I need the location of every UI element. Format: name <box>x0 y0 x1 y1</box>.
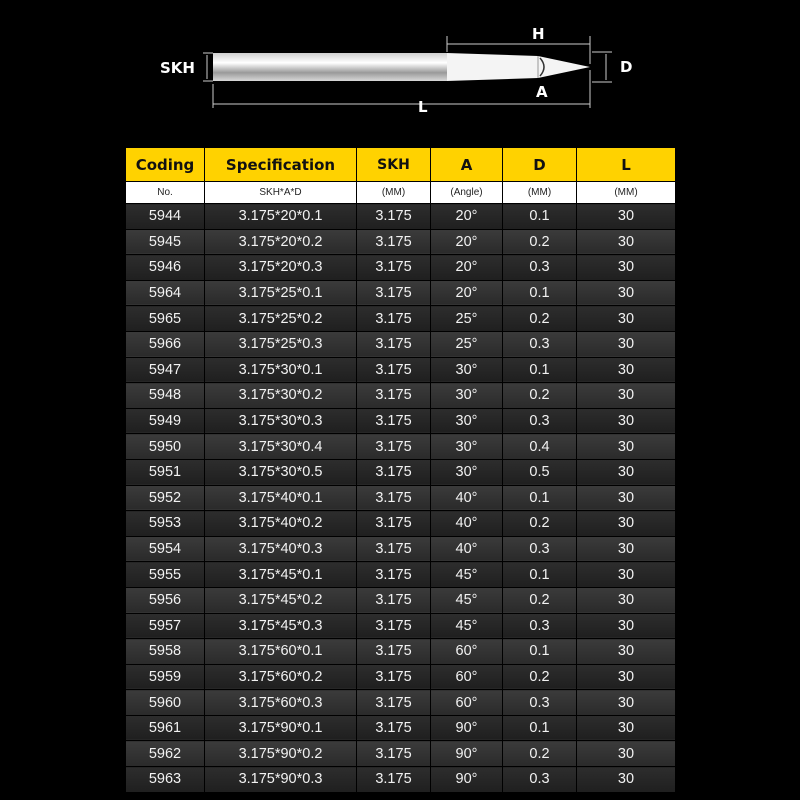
cell-skh: 3.175 <box>357 331 431 357</box>
cell-d: 0.1 <box>503 357 577 383</box>
table-row <box>126 511 676 537</box>
cell-l: 30 <box>577 306 676 332</box>
cell-angle: 20° <box>431 255 503 281</box>
cell-angle: 30° <box>431 434 503 460</box>
cell-skh: 3.175 <box>357 306 431 332</box>
cell-angle: 25° <box>431 331 503 357</box>
cell-specification: 3.175*20*0.3 <box>205 255 357 281</box>
table-row <box>126 255 676 281</box>
table-row <box>126 383 676 409</box>
cell-coding: 5966 <box>126 331 205 357</box>
cell-d: 0.3 <box>503 408 577 434</box>
cell-skh: 3.175 <box>357 229 431 255</box>
cell-l: 30 <box>577 408 676 434</box>
cell-coding: 5950 <box>126 434 205 460</box>
table-body <box>126 204 676 793</box>
cell-specification: 3.175*30*0.2 <box>205 383 357 409</box>
table-row <box>126 715 676 741</box>
cell-coding: 5953 <box>126 511 205 537</box>
unit-l: (MM) <box>577 182 676 204</box>
cell-skh: 3.175 <box>357 536 431 562</box>
cell-d: 0.1 <box>503 562 577 588</box>
cell-d: 0.2 <box>503 383 577 409</box>
cell-angle: 60° <box>431 639 503 665</box>
cell-specification: 3.175*20*0.1 <box>205 204 357 230</box>
h-label: H <box>532 25 545 43</box>
cell-angle: 60° <box>431 664 503 690</box>
table-row <box>126 613 676 639</box>
cell-l: 30 <box>577 613 676 639</box>
cell-specification: 3.175*60*0.2 <box>205 664 357 690</box>
cell-l: 30 <box>577 485 676 511</box>
table-row <box>126 459 676 485</box>
cell-angle: 40° <box>431 485 503 511</box>
cell-specification: 3.175*60*0.3 <box>205 690 357 716</box>
cell-skh: 3.175 <box>357 485 431 511</box>
a-label: A <box>536 83 548 101</box>
cell-d: 0.3 <box>503 613 577 639</box>
cell-specification: 3.175*90*0.1 <box>205 715 357 741</box>
cell-angle: 30° <box>431 459 503 485</box>
cell-angle: 90° <box>431 767 503 793</box>
table-header-row <box>126 148 676 182</box>
header-a: A <box>431 148 503 182</box>
cell-d: 0.3 <box>503 255 577 281</box>
cell-specification: 3.175*45*0.3 <box>205 613 357 639</box>
cell-d: 0.2 <box>503 511 577 537</box>
header-coding: Coding <box>126 148 205 182</box>
header-l: L <box>577 148 676 182</box>
cell-angle: 20° <box>431 280 503 306</box>
cell-skh: 3.175 <box>357 459 431 485</box>
cell-skh: 3.175 <box>357 434 431 460</box>
cell-d: 0.1 <box>503 280 577 306</box>
cell-coding: 5948 <box>126 383 205 409</box>
table-row <box>126 690 676 716</box>
cell-skh: 3.175 <box>357 562 431 588</box>
cell-skh: 3.175 <box>357 511 431 537</box>
cell-angle: 40° <box>431 511 503 537</box>
cell-skh: 3.175 <box>357 204 431 230</box>
cell-coding: 5959 <box>126 664 205 690</box>
tool-diagram <box>0 0 800 140</box>
cell-angle: 90° <box>431 715 503 741</box>
cell-coding: 5954 <box>126 536 205 562</box>
table-row <box>126 204 676 230</box>
cell-l: 30 <box>577 255 676 281</box>
cell-d: 0.2 <box>503 306 577 332</box>
cell-specification: 3.175*30*0.5 <box>205 459 357 485</box>
cell-specification: 3.175*30*0.3 <box>205 408 357 434</box>
cell-specification: 3.175*30*0.4 <box>205 434 357 460</box>
cell-l: 30 <box>577 357 676 383</box>
cell-angle: 45° <box>431 613 503 639</box>
d-label: D <box>620 58 633 76</box>
table-row <box>126 562 676 588</box>
cell-skh: 3.175 <box>357 408 431 434</box>
cell-skh: 3.175 <box>357 280 431 306</box>
cell-d: 0.1 <box>503 639 577 665</box>
cell-specification: 3.175*25*0.1 <box>205 280 357 306</box>
cell-coding: 5960 <box>126 690 205 716</box>
cell-specification: 3.175*90*0.3 <box>205 767 357 793</box>
cell-specification: 3.175*45*0.2 <box>205 587 357 613</box>
cell-d: 0.4 <box>503 434 577 460</box>
cell-d: 0.2 <box>503 229 577 255</box>
cell-l: 30 <box>577 280 676 306</box>
cell-d: 0.2 <box>503 664 577 690</box>
cell-l: 30 <box>577 229 676 255</box>
table-row <box>126 639 676 665</box>
cell-l: 30 <box>577 690 676 716</box>
cell-coding: 5956 <box>126 587 205 613</box>
header-specification: Specification <box>205 148 357 182</box>
cell-l: 30 <box>577 741 676 767</box>
cell-coding: 5957 <box>126 613 205 639</box>
cell-specification: 3.175*60*0.1 <box>205 639 357 665</box>
table-row <box>126 485 676 511</box>
cell-l: 30 <box>577 587 676 613</box>
table-row <box>126 280 676 306</box>
cell-l: 30 <box>577 204 676 230</box>
table-row <box>126 536 676 562</box>
cell-coding: 5946 <box>126 255 205 281</box>
cell-coding: 5964 <box>126 280 205 306</box>
cell-d: 0.5 <box>503 459 577 485</box>
cell-skh: 3.175 <box>357 357 431 383</box>
cell-coding: 5963 <box>126 767 205 793</box>
cell-specification: 3.175*45*0.1 <box>205 562 357 588</box>
cell-specification: 3.175*25*0.2 <box>205 306 357 332</box>
cell-specification: 3.175*25*0.3 <box>205 331 357 357</box>
cell-coding: 5962 <box>126 741 205 767</box>
cell-angle: 45° <box>431 587 503 613</box>
tip-shape <box>447 53 590 81</box>
engraving-bit-drawing <box>0 0 800 140</box>
cell-specification: 3.175*40*0.1 <box>205 485 357 511</box>
cell-d: 0.1 <box>503 204 577 230</box>
cell-l: 30 <box>577 562 676 588</box>
header-d: D <box>503 148 577 182</box>
cell-coding: 5952 <box>126 485 205 511</box>
cell-skh: 3.175 <box>357 664 431 690</box>
cell-coding: 5944 <box>126 204 205 230</box>
specification-table <box>125 147 676 793</box>
cell-angle: 20° <box>431 229 503 255</box>
cell-l: 30 <box>577 664 676 690</box>
cell-l: 30 <box>577 459 676 485</box>
table-units-row <box>126 182 676 204</box>
table-row <box>126 434 676 460</box>
shank-shape <box>213 53 447 81</box>
l-label: L <box>418 98 428 116</box>
cell-skh: 3.175 <box>357 639 431 665</box>
cell-l: 30 <box>577 434 676 460</box>
cell-skh: 3.175 <box>357 587 431 613</box>
cell-angle: 30° <box>431 357 503 383</box>
cell-coding: 5949 <box>126 408 205 434</box>
skh-label: SKH <box>160 59 195 77</box>
table-row <box>126 331 676 357</box>
cell-d: 0.1 <box>503 485 577 511</box>
table-row <box>126 357 676 383</box>
cell-skh: 3.175 <box>357 715 431 741</box>
cell-d: 0.2 <box>503 587 577 613</box>
cell-coding: 5958 <box>126 639 205 665</box>
cell-angle: 20° <box>431 204 503 230</box>
cell-d: 0.3 <box>503 690 577 716</box>
cell-l: 30 <box>577 715 676 741</box>
cell-specification: 3.175*20*0.2 <box>205 229 357 255</box>
cell-angle: 90° <box>431 741 503 767</box>
cell-skh: 3.175 <box>357 767 431 793</box>
cell-coding: 5965 <box>126 306 205 332</box>
cell-coding: 5961 <box>126 715 205 741</box>
unit-a: (Angle) <box>431 182 503 204</box>
cell-l: 30 <box>577 767 676 793</box>
cell-skh: 3.175 <box>357 383 431 409</box>
cell-skh: 3.175 <box>357 741 431 767</box>
cell-d: 0.3 <box>503 536 577 562</box>
table-row <box>126 664 676 690</box>
cell-skh: 3.175 <box>357 690 431 716</box>
cell-specification: 3.175*30*0.1 <box>205 357 357 383</box>
table-row <box>126 229 676 255</box>
unit-skh: (MM) <box>357 182 431 204</box>
header-skh: SKH <box>357 148 431 182</box>
cell-l: 30 <box>577 639 676 665</box>
cell-coding: 5955 <box>126 562 205 588</box>
cell-skh: 3.175 <box>357 613 431 639</box>
cell-angle: 45° <box>431 562 503 588</box>
cell-angle: 60° <box>431 690 503 716</box>
cell-d: 0.1 <box>503 715 577 741</box>
cell-d: 0.3 <box>503 331 577 357</box>
cell-coding: 5945 <box>126 229 205 255</box>
cell-angle: 30° <box>431 383 503 409</box>
cell-d: 0.2 <box>503 741 577 767</box>
cell-angle: 40° <box>431 536 503 562</box>
unit-specification: SKH*A*D <box>205 182 357 204</box>
cell-l: 30 <box>577 511 676 537</box>
table-row <box>126 741 676 767</box>
cell-d: 0.3 <box>503 767 577 793</box>
cell-specification: 3.175*40*0.3 <box>205 536 357 562</box>
table-row <box>126 306 676 332</box>
cell-coding: 5947 <box>126 357 205 383</box>
cell-specification: 3.175*40*0.2 <box>205 511 357 537</box>
cell-angle: 30° <box>431 408 503 434</box>
table-row <box>126 767 676 793</box>
cell-l: 30 <box>577 383 676 409</box>
cell-specification: 3.175*90*0.2 <box>205 741 357 767</box>
table-row <box>126 587 676 613</box>
cell-angle: 25° <box>431 306 503 332</box>
cell-l: 30 <box>577 331 676 357</box>
unit-d: (MM) <box>503 182 577 204</box>
unit-coding: No. <box>126 182 205 204</box>
cell-coding: 5951 <box>126 459 205 485</box>
cell-l: 30 <box>577 536 676 562</box>
table-row <box>126 408 676 434</box>
cell-skh: 3.175 <box>357 255 431 281</box>
